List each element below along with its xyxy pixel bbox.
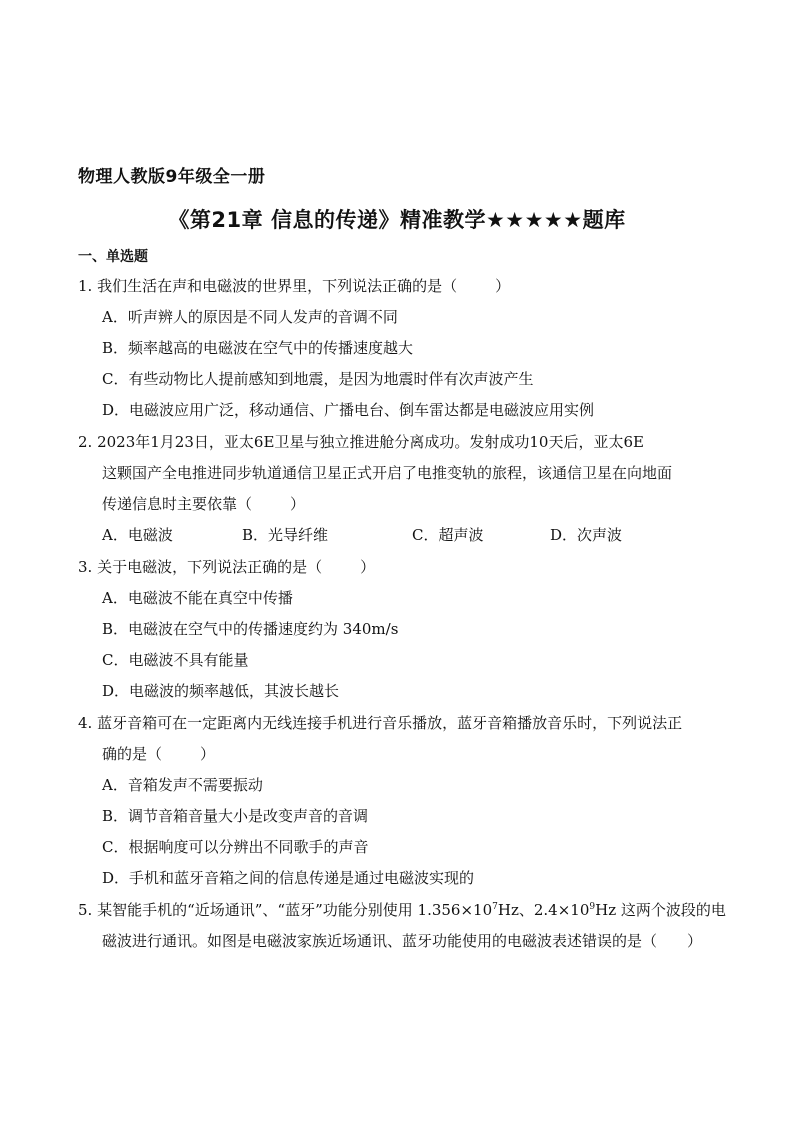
question-text: 某智能手机的“近场通讯”、“蓝牙”功能分别使用 $1.356\times 10^7Hz$、$2.4\times 10^9Hz$ 这两个波段的电 — [97, 901, 726, 919]
question-number: 4. — [78, 714, 93, 732]
question-1: 1. 我们生活在声和电磁波的世界里，下列说法正确的是（ ） — [78, 277, 511, 295]
question-text: 磁波进行通讯。如图是电磁波家族近场通讯、蓝牙功能使用的电磁波表述错误的是（ ） — [102, 932, 703, 950]
option-c: C．超声波 — [412, 526, 484, 544]
option-c: C．根据响度可以分辨出不同歌手的声音 — [102, 838, 369, 856]
question-text: 2023年1月23日，亚太6E卫星与独立推进舱分离成功。发射成功10天后，亚太6E — [97, 433, 644, 451]
question-number: 2. — [78, 433, 93, 451]
option-b: B．光导纤维 — [242, 526, 329, 544]
question-text: 关于电磁波，下列说法正确的是（ — [97, 558, 323, 576]
option-d: D．电磁波应用广泛，移动通信、广播电台、倒车雷达都是电磁波应用实例 — [102, 401, 595, 419]
question-3: 3. 关于电磁波，下列说法正确的是（ ） — [78, 558, 376, 576]
option-a: A．电磁波不能在真空中传播 — [102, 589, 293, 607]
page-title: 《第21章 信息的传递》精准教学★★★★★题库 — [168, 208, 626, 232]
option-b: B．频率越高的电磁波在空气中的传播速度越大 — [102, 339, 414, 357]
question-number: 1. — [78, 277, 93, 295]
question-number: 3. — [78, 558, 93, 576]
question-5 — [78, 900, 726, 920]
question-text: 蓝牙音箱可在一定距离内无线连接手机进行音乐播放，蓝牙音箱播放音乐时，下列说法正 — [97, 714, 683, 732]
option-c: C．电磁波不具有能量 — [102, 651, 249, 669]
question-text: 传递信息时主要依靠（ ） — [102, 495, 306, 513]
question-2 — [78, 432, 644, 452]
question-4 — [78, 713, 682, 733]
question-text: 我们生活在声和电磁波的世界里，下列说法正确的是（ — [97, 277, 458, 295]
question-number: 5. — [78, 901, 93, 919]
option-row — [102, 525, 622, 545]
question-text: 确的是（ ） — [102, 745, 216, 763]
option-d: D．次声波 — [550, 526, 623, 544]
question-text: 这颗国产全电推进同步轨道通信卫星正式开启了电推变轨的旅程，该通信卫星在向地面 — [102, 464, 673, 482]
option-b: B．电磁波在空气中的传播速度约为 340m/s — [102, 620, 399, 638]
section-heading: 一、单选题 — [78, 249, 148, 265]
option-a: A．听声辨人的原因是不同人发声的音调不同 — [102, 308, 398, 326]
option-d: D．手机和蓝牙音箱之间的信息传递是通过电磁波实现的 — [102, 869, 475, 887]
option-a: A．电磁波 — [102, 526, 173, 544]
option-a: A．音箱发声不需要振动 — [102, 776, 263, 794]
option-b: B．调节音箱音量大小是改变声音的音调 — [102, 807, 369, 825]
option-c: C．有些动物比人提前感知到地震，是因为地震时伴有次声波产生 — [102, 370, 534, 388]
option-d: D．电磁波的频率越低，其波长越长 — [102, 682, 340, 700]
subject-heading: 物理人教版9年级全一册 — [78, 167, 266, 187]
